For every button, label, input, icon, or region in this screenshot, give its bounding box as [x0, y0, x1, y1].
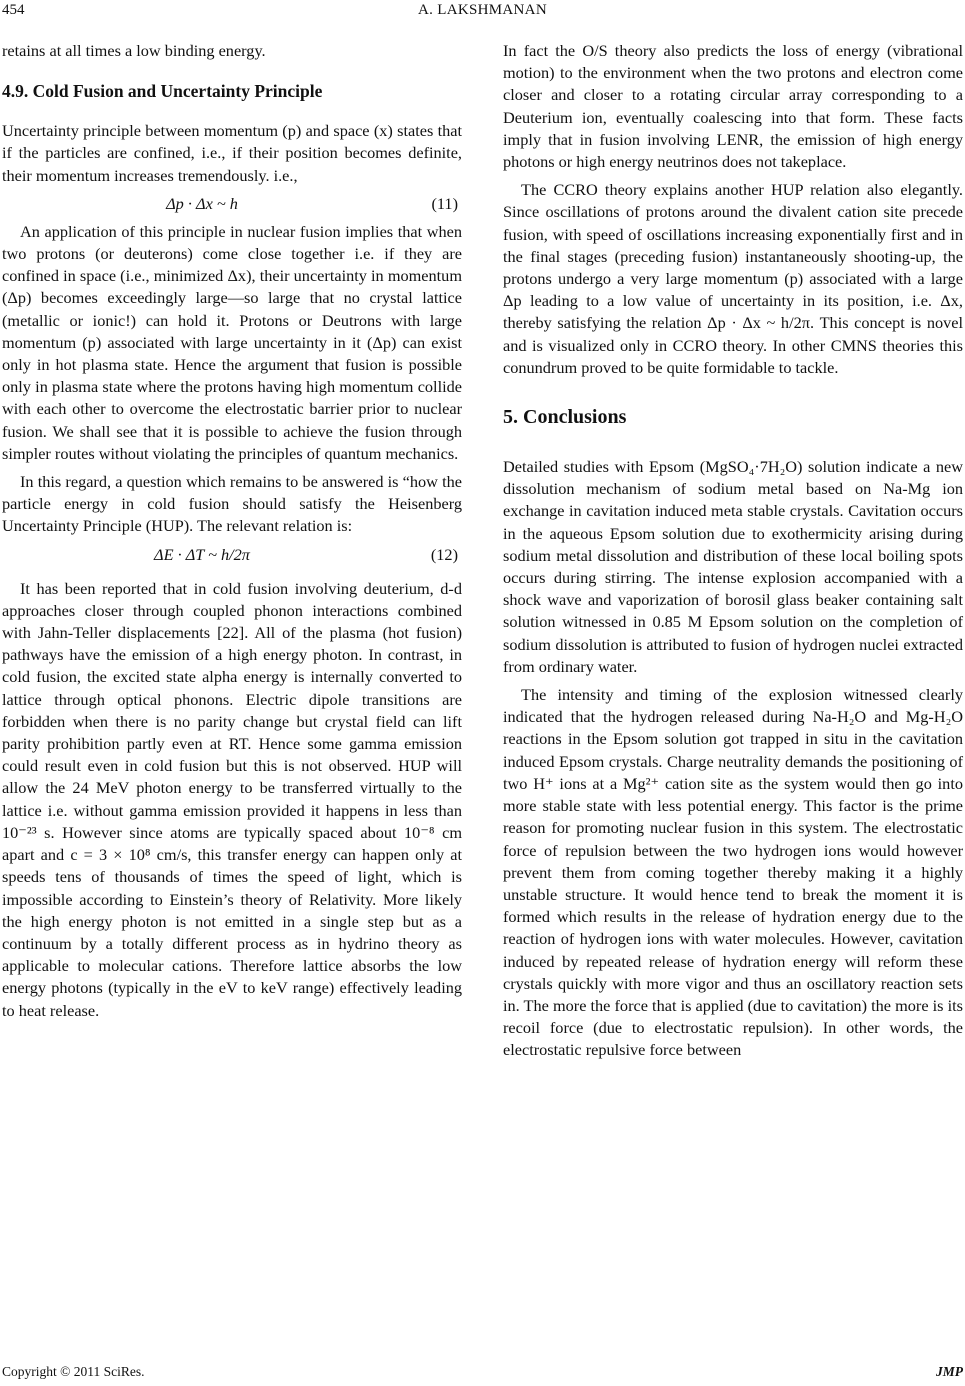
left-column	[2, 40, 462, 1022]
paragraph-explosion-intensity: The intensity and timing of the explosion witnessed clearly indicated that the hydrogen released during Na-H₂O and Mg-H₂O reactions in the Epsom solution got trapped in situ in the cavitation induced Epsom crystals. Charge neutrality demands the positioning of two H⁺ ions at a Mg²⁺ cation site as the system would then go into more stable state with less potential energy. This factor is the prime reason for promoting nuclear fusion in this system. The electrostatic force of repulsion between the two hydrogen ions would however prevent them from coming together thereby making it a highly unstable structure. It would hence tend to break the moment it is formed which results in the release of hydration energy due to the reaction of hydrogen ions with water molecules. However, cavitation induced by repeated release of hydration energy will reform these crystals quickly with more vigor and thus an oscillatory reaction sets in. The more the force that is applied (due to cavitation) the more is its recoil force (due to electrostatic repulsion). In other words, the electrostatic repulsive force between	[503, 685, 963, 1060]
equation-11-number: (11)	[431, 193, 458, 213]
right-column	[503, 40, 963, 1062]
equation-11	[2, 187, 462, 221]
paragraph-ccro-theory: The CCRO theory explains another HUP relation also elegantly. Since oscillations of protons around the divalent cation site precede fusion, with speed of oscillations increasing exponentially first and in the final stages (preceding fusion) instantaneously shooting-up, the protons undergo a very large momentum (p) associated with a large Δp leading to a low value of uncertainty in its position, i.e. Δx, thereby satisfying the relation Δp · Δx ~ h/2π. This concept is novel and is visualized only in CCRO theory. In other CMNS theories this conundrum proved to be quite formidable to tackle.	[503, 180, 963, 377]
equation-11-expression: Δp · Δx ~ h	[166, 193, 238, 213]
journal-abbreviation: JMP	[936, 1364, 963, 1379]
running-header-author: A. LAKSHMANAN	[418, 2, 547, 18]
section-heading-conclusions: 5. Conclusions	[503, 406, 627, 429]
section-heading-4-9: 4.9. Cold Fusion and Uncertainty Principle	[2, 81, 323, 102]
paragraph-epsom-studies: Detailed studies with Epsom (MgSO₄·7H₂O) solution indicate a new dissolution mechanism of sodium metal based on Na-Mg ion exchange in cavitation induced meta stable crystals. Cavitation occurs in the aqueous Epsom solution due to exothermicity arising during sodium metal dissolution and distribution of these local boiling spots occurs during stirring. The intense explosion accompanied with a shock wave and vaporization of borosil glass beaker containing salt solution witnessed in 0.85 M Epsom solution on the completion of sodium dissolution is attributed to fusion of hydrogen nuclei extracted from ordinary water.	[503, 457, 963, 676]
equation-12-number: (12)	[430, 544, 458, 564]
paragraph-os-theory: In fact the O/S theory also predicts the loss of energy (vibrational motion) to the environment when the two protons and electron come closer and closer to a rotating circular array corresponding to a Deuterium ion, eventually coalescing into that form. These facts imply that in fusion involving LENR, the emission of high energy photons or high energy neutrinos does not takeplace.	[503, 41, 963, 172]
equation-12	[2, 538, 462, 572]
paragraph-continuation: retains at all times a low binding energy.	[2, 41, 266, 60]
copyright-notice: Copyright © 2011 SciRes.	[2, 1364, 145, 1379]
paragraph-application: An application of this principle in nuclear fusion implies that when two protons (or deuterons) come close together i.e. if they are confined in space (i.e., minimized Δx), their uncertainty in momentum (Δp) becomes exceedingly large—so large that no crystal lattice (metallic or ionic!) can hold it. Protons or Deutrons with large momentum (p) associated with large uncertainty in it (Δp) can exist only in hot plasma state. Hence the argument that fusion is possible only in plasma state where the protons having high momentum collide with each other to overcome the electrostatic barrier prior to nuclear fusion. We shall see that it is possible to achieve the fusion through simpler routes without violating the principles of quantum mechanics.	[2, 221, 462, 463]
paragraph-uncertainty-intro: Uncertainty principle between momentum (p) and space (x) states that if the particles are confined, i.e., if their position becomes definite, their momentum increases tremendously. i.e.,	[2, 121, 462, 185]
page-number: 454	[2, 2, 25, 18]
paragraph-deuterium: It has been reported that in cold fusion involving deuterium, d-d approaches closer through coupled phonon interactions combined with Jahn-Teller displacements [22]. All of the plasma (hot fusion) pathways have the emission of a high energy photon. In contrast, in cold fusion, the excited state alpha energy is internally converted to lattice through optical phonons. Electric dipole transitions are forbidden when there is no parity change but crystal field can lift parity prohibition partly even at RT. Hence some gamma emission could result even in cold fusion but this is not observed. HUP will allow the 24 MeV photon energy to be transferred virtually to the lattice i.e. without gamma emission provided it happens in less than 10⁻²³ s. However since atoms are typically spaced about 10⁻⁸ cm apart and c = 3 × 10⁸ cm/s, this transfer energy can happen only at speeds tens of thousands of times the speed of light, which is impossible according to Einstein’s theory of Relativity. More likely the high energy photon is not emitted in a single step but as a continuum by a totally different process as in hydrino theory as applicable to molecular cations. Therefore lattice absorbs the low energy photons (typically in the eV to keV range) effectively leading to heat release.	[2, 578, 462, 1020]
paragraph-hup-question: In this regard, a question which remains to be answered is “how the particle energy in cold fusion should satisfy the Heisenberg Uncertainty Principle (HUP). The relevant relation is:	[2, 472, 462, 536]
equation-12-expression: ΔE · ΔT ~ h/2π	[154, 544, 250, 564]
